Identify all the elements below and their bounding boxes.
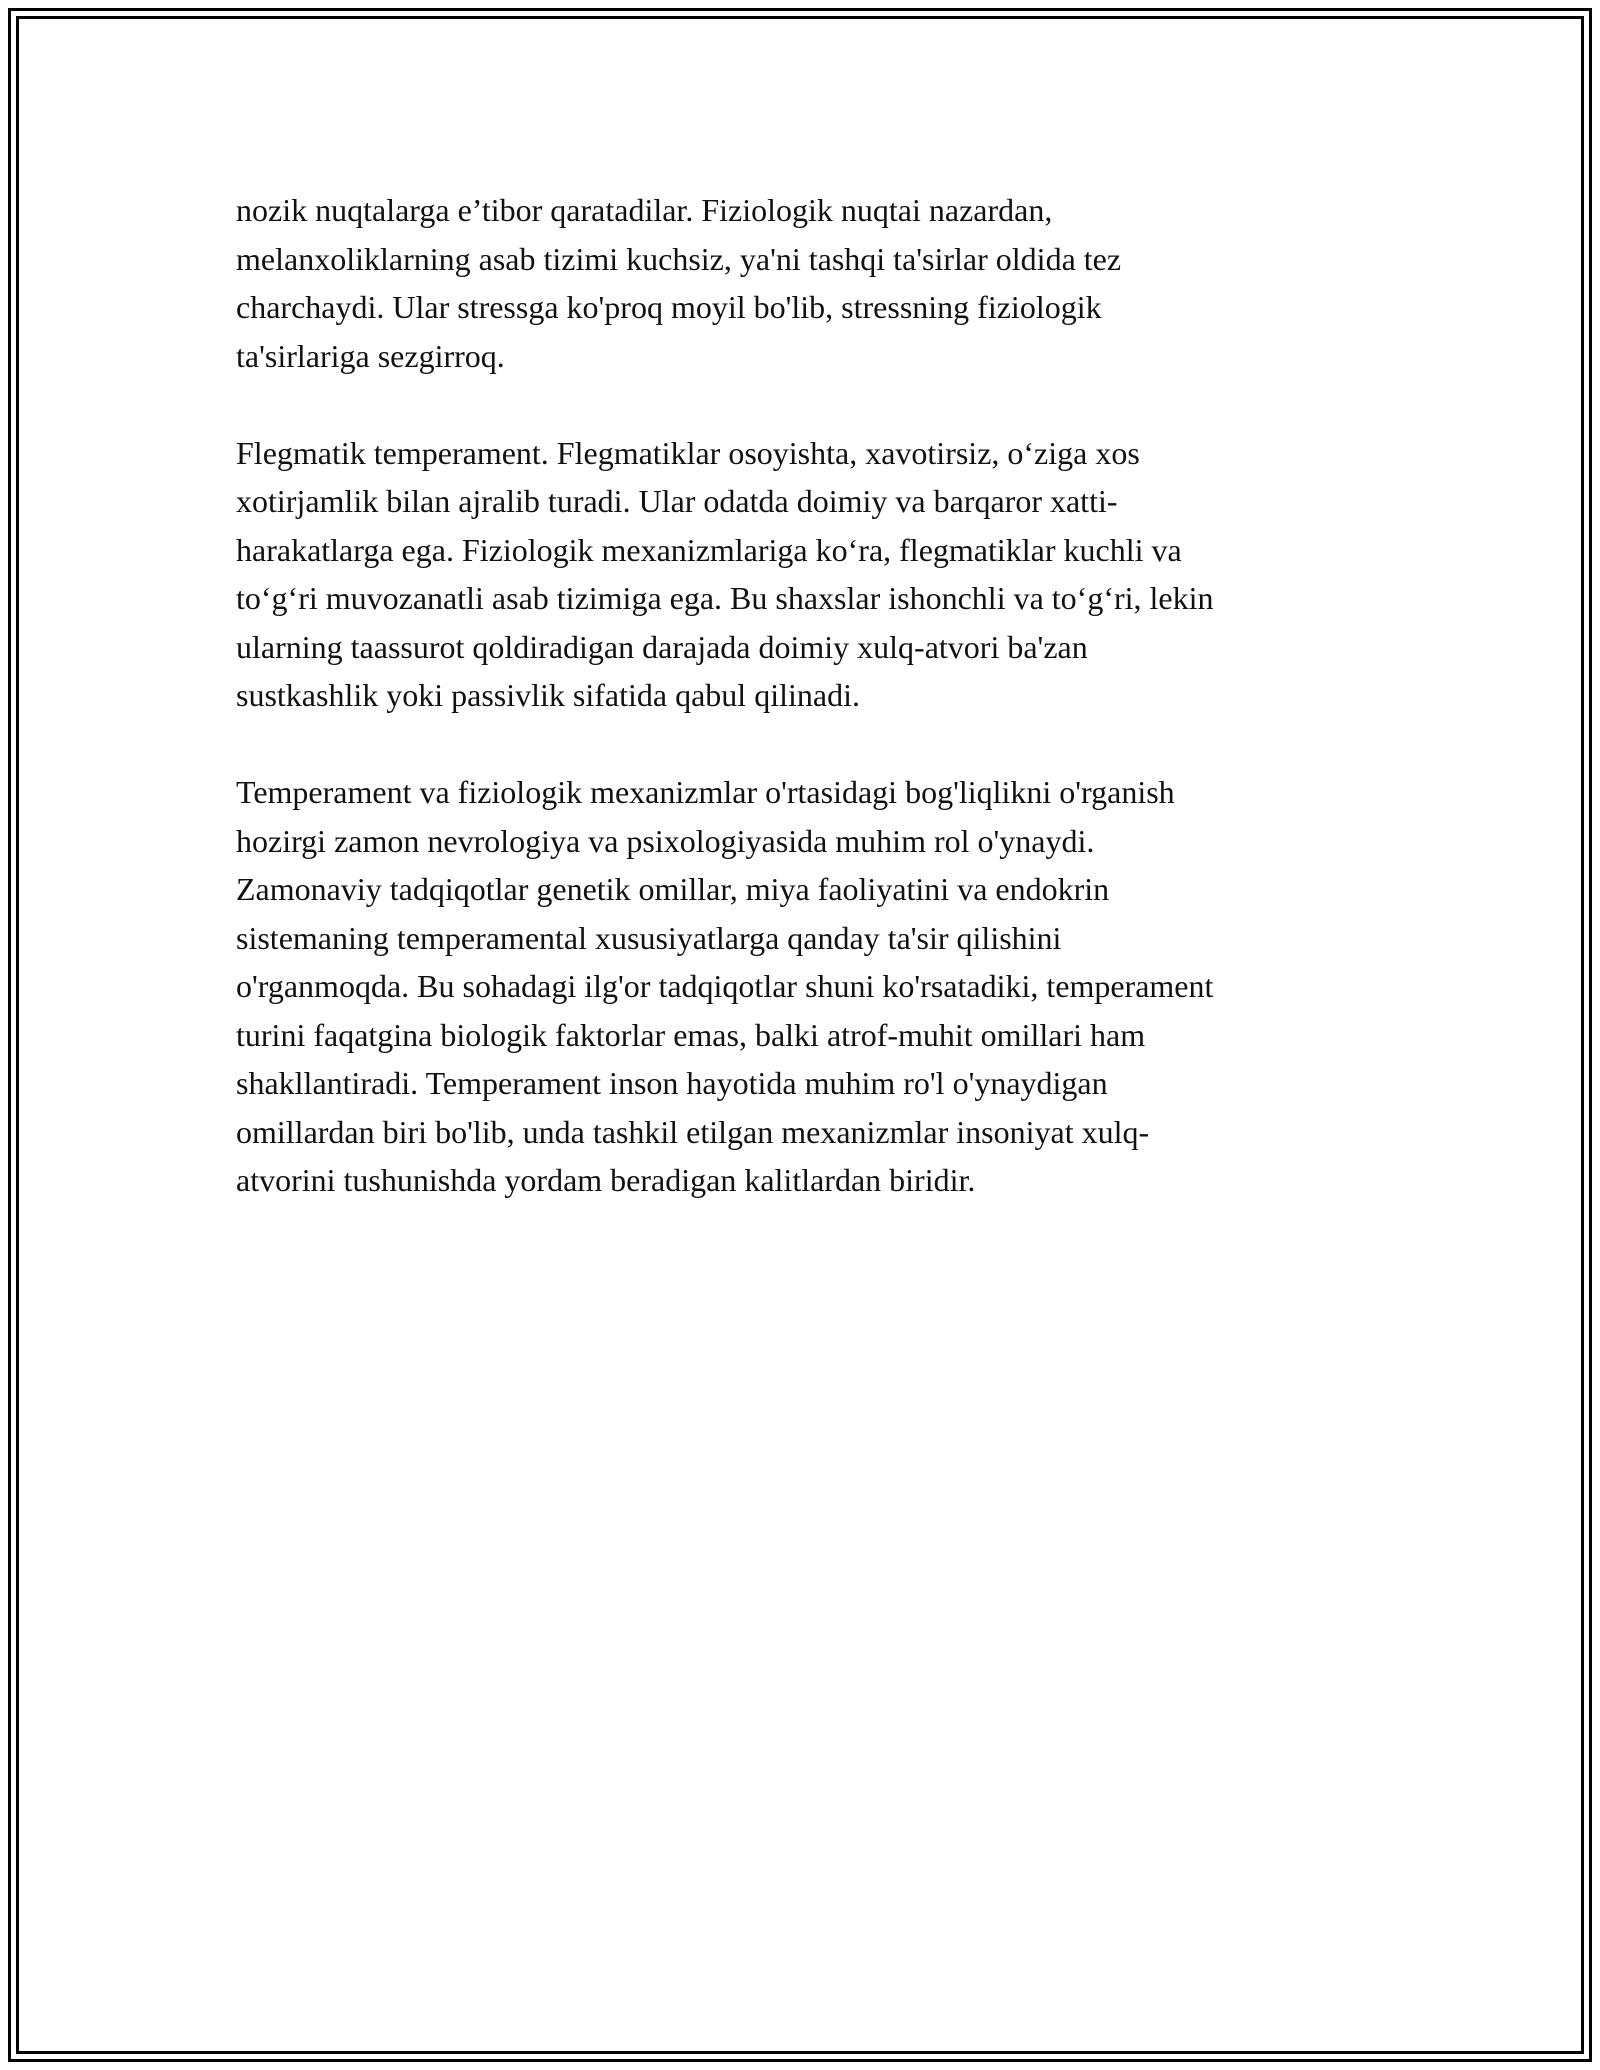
text-line: harakatlarga ega. Fiziologik mexanizmlariga ko‘ra, flegmatiklar kuchli va <box>236 531 1182 568</box>
text-line: ta'sirlariga sezgirroq. <box>236 337 505 374</box>
text-line: to‘g‘ri muvozanatli asab tizimiga ega. Bu shaxslar ishonchli va to‘g‘ri, lekin <box>236 580 1214 616</box>
text-line: Flegmatik temperament. Flegmatiklar osoyishta, xavotirsiz, o‘ziga xos <box>236 434 1140 471</box>
paragraph-melancholic-continuation <box>236 186 1366 380</box>
text-line: charchaydi. Ular stressga ko'proq moyil bo'lib, stressning fiziologik <box>236 289 1102 325</box>
text-line: Zamonaviy tadqiqotlar genetik omillar, miya faoliyatini va endokrin <box>236 871 1110 907</box>
text-line: shakllantiradi. Temperament inson hayotida muhim ro'l o'ynaydigan <box>236 1065 1108 1101</box>
text-line: omillardan biri bo'lib, unda tashkil etilgan mexanizmlar insoniyat xulq- <box>236 1113 1150 1150</box>
paragraph-phlegmatic <box>236 429 1366 720</box>
text-line: ularning taassurot qoldiradigan darajada doimiy xulq-atvori ba'zan <box>236 628 1088 665</box>
text-line: nozik nuqtalarga e’tibor qaratadilar. Fiziologik nuqtai nazardan, <box>236 192 1053 228</box>
text-line: turini faqatgina biologik faktorlar emas, balki atrof-muhit omillari ham <box>236 1016 1146 1053</box>
text-line: hozirgi zamon nevrologiya va psixologiyasida muhim rol o'ynaydi. <box>236 822 1095 859</box>
text-line: sustkashlik yoki passivlik sifatida qabul qilinadi. <box>236 677 860 713</box>
text-line: xotirjamlik bilan ajralib turadi. Ular odatda doimiy va barqaror xatti- <box>236 483 1118 519</box>
text-line: Temperament va fiziologik mexanizmlar o'rtasidagi bog'liqlikni o'rganish <box>236 774 1175 810</box>
text-line: o'rganmoqda. Bu sohadagi ilg'or tadqiqotlar shuni ko'rsatadiki, temperament <box>236 968 1214 1004</box>
text-line: melanxoliklarning asab tizimi kuchsiz, ya'ni tashqi ta'sirlar oldida tez <box>236 240 1122 277</box>
text-line: atvorini tushunishda yordam beradigan kalitlardan biridir. <box>236 1162 976 1198</box>
paragraph-temperament-mechanisms <box>236 768 1366 1205</box>
document-body <box>236 186 1366 1205</box>
text-line: sistemaning temperamental xususiyatlarga qanday ta'sir qilishini <box>236 919 1062 956</box>
